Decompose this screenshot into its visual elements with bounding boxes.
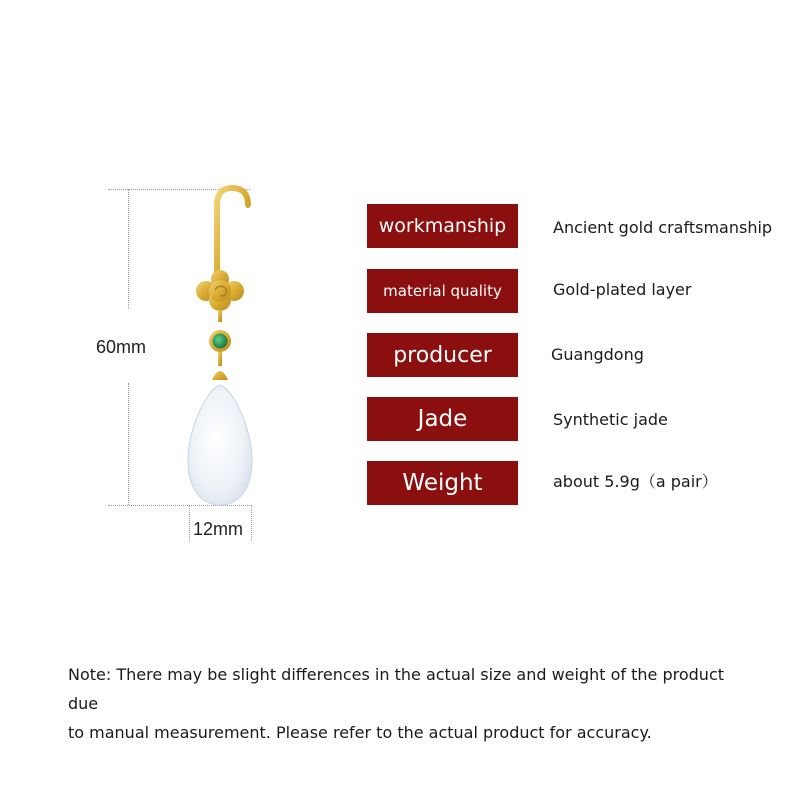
width-right-guide	[251, 505, 252, 541]
spec-value-material-quality: Gold-plated layer	[553, 280, 692, 299]
jade-teardrop-earring-icon	[170, 180, 270, 510]
spec-label-material-quality: material quality	[367, 269, 518, 313]
spec-value-weight: about 5.9g（a pair）	[553, 472, 718, 491]
width-left-guide	[189, 505, 190, 541]
spec-value-workmanship: Ancient gold craftsmanship	[553, 218, 773, 237]
spec-label-producer: producer	[367, 333, 518, 377]
width-label: 12mm	[193, 519, 244, 539]
cloud-motif-icon	[196, 270, 244, 311]
height-axis-lower	[128, 383, 129, 505]
disclaimer-line-2: to manual measurement. Please refer to the actual product for accuracy.	[68, 723, 652, 742]
disclaimer-note	[68, 660, 748, 747]
height-axis-upper	[128, 189, 129, 309]
spec-value-producer: Guangdong	[551, 345, 644, 364]
height-label: 60mm	[96, 337, 147, 357]
spec-label-weight: Weight	[367, 461, 518, 505]
disclaimer-line-1: Note: There may be slight differences in the actual size and weight of the product due	[68, 665, 725, 713]
spec-label-jade: Jade	[367, 397, 518, 441]
spec-label-workmanship: workmanship	[367, 204, 518, 248]
spec-value-jade: Synthetic jade	[553, 410, 668, 429]
